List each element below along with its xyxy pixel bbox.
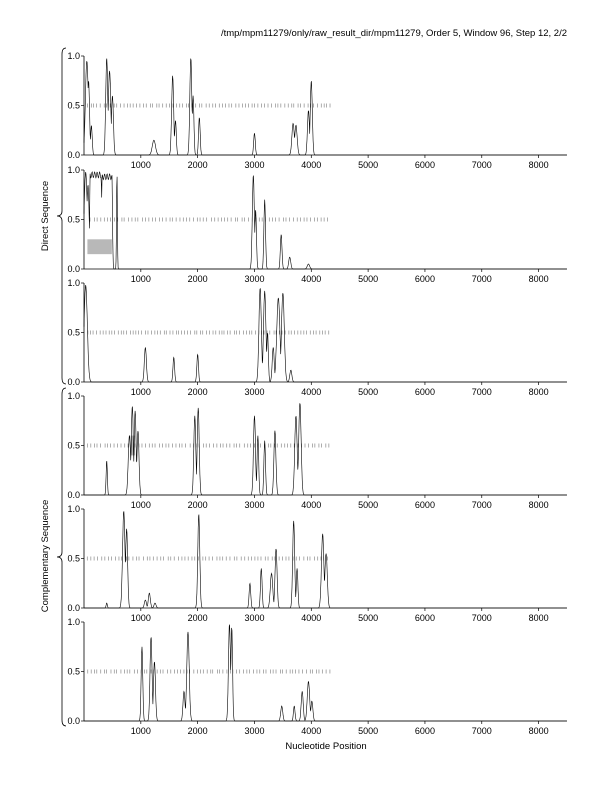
x-tick-label: 6000	[414, 613, 435, 623]
y-tick-label: 0.5	[67, 666, 80, 677]
x-tick-label: 8000	[528, 274, 549, 284]
complementary-sequence-label: Complementary Sequence	[40, 499, 51, 613]
x-tick-label: 1000	[130, 160, 151, 170]
y-tick-label: 0.0	[67, 264, 80, 275]
x-tick-label: 6000	[414, 274, 435, 284]
y-tick-label: 1.0	[67, 391, 80, 402]
chart-title: /tmp/mpm11279/only/raw_result_dir/mpm11279, Order 5, Window 96, Step 12, 2/2	[220, 28, 567, 39]
y-tick-label: 1.0	[67, 504, 80, 515]
x-tick-label: 1000	[130, 274, 151, 284]
y-tick-label: 1.0	[67, 51, 80, 62]
x-axis-label: Nucleotide Position	[285, 741, 367, 752]
x-tick-label: 5000	[358, 726, 379, 736]
x-tick-label: 4000	[301, 274, 322, 284]
x-tick-label: 6000	[414, 387, 435, 397]
series-line-direct-frame-1	[84, 59, 567, 155]
series-line-direct-frame-2	[84, 172, 567, 269]
panel-complementary-frame-2	[67, 504, 567, 623]
x-tick-label: 2000	[187, 160, 208, 170]
y-tick-label: 0.5	[67, 100, 80, 111]
x-tick-label: 4000	[301, 160, 322, 170]
x-tick-label: 7000	[471, 726, 492, 736]
panel-complementary-frame-3	[67, 617, 567, 736]
x-tick-label: 5000	[358, 274, 379, 284]
x-tick-label: 3000	[244, 160, 265, 170]
panel-complementary-frame-1	[67, 391, 567, 510]
x-tick-label: 2000	[187, 726, 208, 736]
x-tick-label: 3000	[244, 387, 265, 397]
x-tick-label: 7000	[471, 387, 492, 397]
y-tick-label: 1.0	[67, 165, 80, 176]
y-tick-label: 0.0	[67, 603, 80, 614]
x-tick-label: 5000	[358, 500, 379, 510]
y-tick-label: 0.5	[67, 440, 80, 451]
x-tick-label: 1000	[130, 500, 151, 510]
series-line-complementary-frame-2	[84, 511, 567, 608]
x-tick-label: 7000	[471, 160, 492, 170]
direct-sequence-label: Direct Sequence	[40, 180, 51, 252]
panels	[67, 51, 567, 736]
panel-direct-frame-3	[67, 278, 567, 397]
x-tick-label: 5000	[358, 387, 379, 397]
y-tick-label: 0.5	[67, 214, 80, 225]
x-tick-label: 2000	[187, 613, 208, 623]
series-line-complementary-frame-3	[84, 625, 567, 721]
x-tick-label: 5000	[358, 160, 379, 170]
x-tick-label: 3000	[244, 274, 265, 284]
y-tick-label: 1.0	[67, 617, 80, 628]
x-tick-label: 2000	[187, 500, 208, 510]
x-tick-label: 7000	[471, 500, 492, 510]
x-tick-label: 7000	[471, 613, 492, 623]
x-tick-label: 1000	[130, 387, 151, 397]
x-tick-label: 6000	[414, 726, 435, 736]
y-tick-label: 0.0	[67, 716, 80, 727]
x-tick-label: 8000	[528, 613, 549, 623]
y-tick-label: 0.0	[67, 377, 80, 388]
x-tick-label: 3000	[244, 613, 265, 623]
x-tick-label: 4000	[301, 726, 322, 736]
y-tick-label: 0.5	[67, 553, 80, 564]
x-tick-label: 1000	[130, 726, 151, 736]
direct-sequence-brace	[57, 48, 66, 384]
x-tick-label: 3000	[244, 500, 265, 510]
x-tick-label: 8000	[528, 500, 549, 510]
x-tick-label: 8000	[528, 160, 549, 170]
panel-direct-frame-1	[67, 51, 567, 170]
x-tick-label: 3000	[244, 726, 265, 736]
panel-direct-frame-2	[67, 165, 567, 284]
y-tick-label: 1.0	[67, 278, 80, 289]
x-tick-label: 6000	[414, 160, 435, 170]
x-tick-label: 1000	[130, 613, 151, 623]
y-tick-label: 0.5	[67, 327, 80, 338]
x-tick-label: 4000	[301, 387, 322, 397]
x-tick-label: 5000	[358, 613, 379, 623]
x-tick-label: 2000	[187, 274, 208, 284]
x-tick-label: 8000	[528, 387, 549, 397]
shaded-region	[87, 239, 111, 254]
x-tick-label: 2000	[187, 387, 208, 397]
x-tick-label: 7000	[471, 274, 492, 284]
complementary-sequence-brace	[57, 388, 66, 726]
y-tick-label: 0.0	[67, 150, 80, 161]
series-line-complementary-frame-1	[84, 403, 567, 495]
x-tick-label: 6000	[414, 500, 435, 510]
x-tick-label: 8000	[528, 726, 549, 736]
x-tick-label: 4000	[301, 613, 322, 623]
y-tick-label: 0.0	[67, 490, 80, 501]
x-tick-label: 4000	[301, 500, 322, 510]
